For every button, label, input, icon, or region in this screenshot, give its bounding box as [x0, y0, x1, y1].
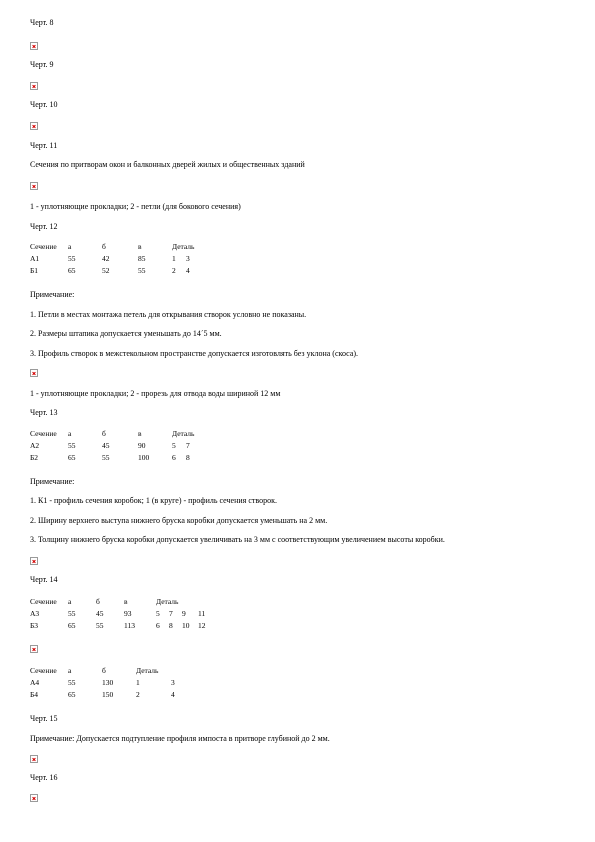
table-row — [30, 621, 206, 633]
table-header-cell: а — [68, 429, 72, 438]
table-cell: А2 — [30, 441, 40, 450]
broken-image-icon — [30, 122, 38, 130]
table-cell: 4 — [171, 690, 175, 699]
note-item: 1. К1 - профиль сечения коробок; 1 (в круге) - профиль сечения створок. — [30, 496, 277, 505]
chert-14-caption: Черт. 14 — [30, 575, 58, 584]
data-table-chert-14-a — [30, 597, 206, 633]
chert-9-caption: Черт. 9 — [30, 60, 54, 69]
table-header-row — [30, 666, 175, 678]
note-item: 2. Ширину верхнего выступа нижнего бруска коробки допускается уменьшать на 2 мм. — [30, 516, 328, 525]
table-header-cell: Деталь — [156, 597, 179, 606]
table-cell: 150 — [102, 690, 114, 699]
table-header-cell: а — [68, 666, 72, 675]
table-cell: 45 — [96, 609, 104, 618]
table-cell: 65 — [68, 266, 76, 275]
table-header-cell: а — [68, 597, 72, 606]
table-row — [30, 441, 194, 453]
table-cell: 55 — [102, 453, 110, 462]
note-item: 3. Толщину нижнего бруска коробки допускается увеличивать на 3 мм с соответствующим увеличением высоты коробки. — [30, 535, 445, 544]
table-header-cell: б — [102, 242, 106, 251]
table-cell: 55 — [68, 678, 76, 687]
table-cell: 100 — [138, 453, 150, 462]
table-cell: 4 — [186, 266, 190, 275]
chert-15-caption: Черт. 15 — [30, 714, 58, 723]
table-cell: А1 — [30, 254, 40, 263]
legend-text: 1 - уплотняющие прокладки; 2 - прорезь для отвода воды шириной 12 мм — [30, 389, 281, 398]
table-cell: 55 — [68, 254, 76, 263]
table-cell: Б4 — [30, 690, 39, 699]
broken-image-icon — [30, 557, 38, 565]
table-cell: 90 — [138, 441, 146, 450]
table-cell: 2 — [172, 266, 176, 275]
table-cell: 85 — [138, 254, 146, 263]
table-cell: 8 — [169, 621, 173, 630]
note-item: Примечание: Допускается подтупление профиля импоста в притворе глубиной до 2 мм. — [30, 734, 330, 743]
table-cell: 93 — [124, 609, 132, 618]
chert-16-caption: Черт. 16 — [30, 773, 58, 782]
table-cell: А3 — [30, 609, 40, 618]
table-cell: 8 — [186, 453, 190, 462]
table-cell: 5 — [156, 609, 160, 618]
data-table-chert-12 — [30, 242, 194, 278]
note-item: 3. Профиль створок в межстекольном пространстве допускается изготовлять без уклона (скоса). — [30, 349, 359, 358]
table-cell: 7 — [169, 609, 173, 618]
table-cell: 9 — [182, 609, 186, 618]
table-header-cell: Сечение — [30, 242, 57, 251]
table-cell: 65 — [68, 453, 76, 462]
note-item: 1. Петли в местах монтажа петель для открывания створок условно не показаны. — [30, 310, 307, 319]
table-cell: 11 — [198, 609, 206, 618]
table-header-cell: Сечение — [30, 429, 57, 438]
broken-image-icon — [30, 794, 38, 802]
broken-image-icon — [30, 42, 38, 50]
broken-image-icon — [30, 182, 38, 190]
table-cell: 65 — [68, 690, 76, 699]
table-header-cell: Деталь — [172, 429, 195, 438]
table-row — [30, 678, 175, 690]
table-header-row — [30, 429, 194, 441]
table-header-cell: в — [138, 242, 142, 251]
note-label: Примечание: — [30, 477, 75, 486]
table-header-cell: б — [102, 666, 106, 675]
table-cell: 65 — [68, 621, 76, 630]
table-header-cell: в — [138, 429, 142, 438]
table-cell: 52 — [102, 266, 110, 275]
broken-image-icon — [30, 645, 38, 653]
table-cell: 3 — [171, 678, 175, 687]
chert-13-caption: Черт. 13 — [30, 408, 58, 417]
table-header-cell: Деталь — [172, 242, 195, 251]
chert-11-caption: Черт. 11 — [30, 141, 58, 150]
table-cell: 55 — [96, 621, 104, 630]
table-cell: 55 — [68, 609, 76, 618]
chert-10-caption: Черт. 10 — [30, 100, 58, 109]
table-cell: 6 — [156, 621, 160, 630]
table-row — [30, 453, 194, 465]
table-header-row — [30, 242, 194, 254]
table-cell: Б2 — [30, 453, 39, 462]
table-row — [30, 254, 194, 266]
table-row — [30, 266, 194, 278]
table-cell: 1 — [172, 254, 176, 263]
note-item: 2. Размеры штапика допускается уменьшать до 14´5 мм. — [30, 329, 222, 338]
note-label: Примечание: — [30, 290, 75, 299]
table-header-row — [30, 597, 206, 609]
table-cell: 10 — [182, 621, 190, 630]
table-header-cell: в — [124, 597, 128, 606]
chert-12-caption: Черт. 12 — [30, 222, 58, 231]
table-header-cell: Сечение — [30, 666, 57, 675]
table-cell: А4 — [30, 678, 40, 687]
table-cell: 5 — [172, 441, 176, 450]
table-cell: 6 — [172, 453, 176, 462]
table-cell: 55 — [68, 441, 76, 450]
table-cell: 2 — [136, 690, 140, 699]
table-cell: 1 — [136, 678, 140, 687]
table-header-cell: б — [96, 597, 100, 606]
table-cell: 113 — [124, 621, 135, 630]
table-header-cell: Сечение — [30, 597, 57, 606]
data-table-chert-14-b — [30, 666, 175, 702]
table-cell: 45 — [102, 441, 110, 450]
table-header-cell: а — [68, 242, 72, 251]
table-header-cell: б — [102, 429, 106, 438]
table-row — [30, 690, 175, 702]
table-cell: 12 — [198, 621, 206, 630]
table-cell: Б3 — [30, 621, 39, 630]
table-row — [30, 609, 206, 621]
table-cell: 3 — [186, 254, 190, 263]
table-cell: 130 — [102, 678, 114, 687]
table-cell: 7 — [186, 441, 190, 450]
legend-text: 1 - уплотняющие прокладки; 2 - петли (для бокового сечения) — [30, 202, 241, 211]
data-table-chert-13 — [30, 429, 194, 465]
table-cell: 42 — [102, 254, 110, 263]
table-header-cell: Деталь — [136, 666, 159, 675]
broken-image-icon — [30, 755, 38, 763]
table-cell: Б1 — [30, 266, 39, 275]
broken-image-icon — [30, 369, 38, 377]
section-title: Сечения по притворам окон и балконных дверей жилых и общественных зданий — [30, 160, 305, 169]
chert-8-caption: Черт. 8 — [30, 18, 54, 27]
table-cell: 55 — [138, 266, 146, 275]
broken-image-icon — [30, 82, 38, 90]
